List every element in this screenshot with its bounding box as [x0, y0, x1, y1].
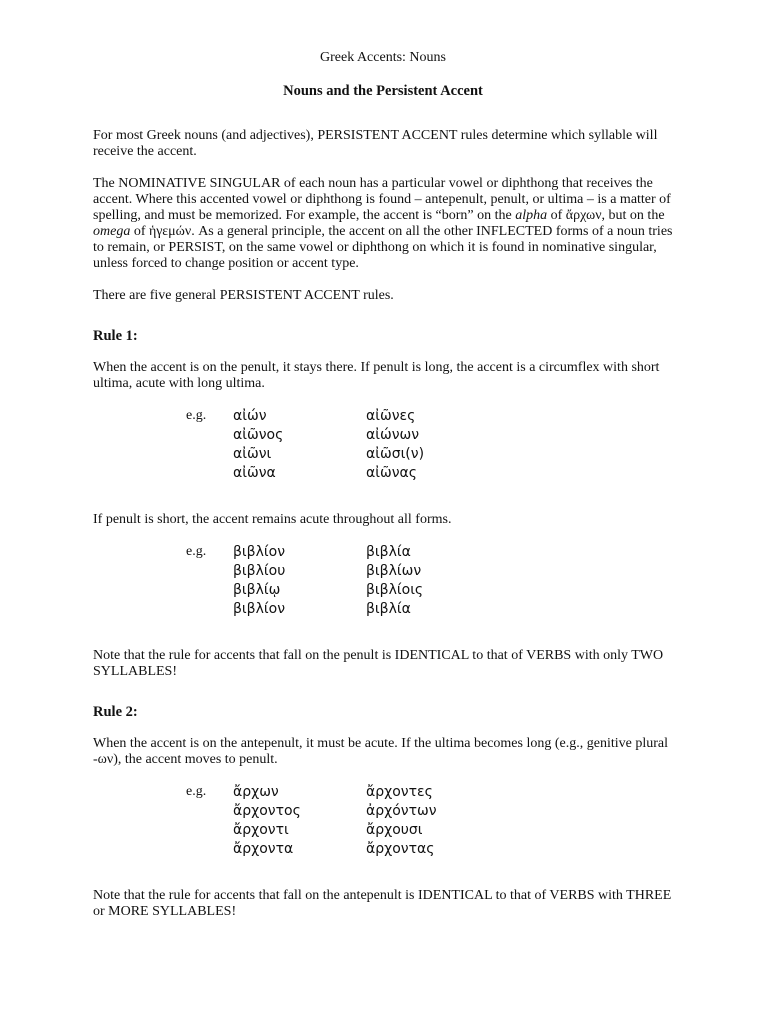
example-word: αἰῶνι — [233, 446, 272, 462]
alpha-emphasis: alpha — [515, 208, 548, 223]
rule-2-heading: Rule 2: — [93, 704, 138, 720]
example-word: ἀρχόντων — [366, 803, 437, 819]
intro-paragraph-3: There are five general PERSISTENT ACCENT rules. — [93, 288, 394, 303]
intro-paragraph-1: For most Greek nouns (and adjectives), PERSISTENT ACCENT rules determine which syllable will receive the accent. — [93, 128, 658, 159]
example-word: βιβλία — [366, 601, 411, 617]
rule-1-text-2: If penult is short, the accent remains acute throughout all forms. — [93, 512, 452, 527]
rule-1-text: When the accent is on the penult, it stays there. If penult is long, the accent is a circumflex with short ultima, acute with long ultima. — [93, 360, 660, 391]
example-word: αἰῶνας — [366, 465, 417, 481]
rule-1-note: Note that the rule for accents that fall on the penult is IDENTICAL to that of VERBS with only TWO SYLLABLES! — [93, 648, 664, 679]
example-word: βιβλίων — [366, 563, 422, 579]
example-word: αἰῶνος — [233, 427, 284, 443]
rule-2-examples — [186, 784, 673, 857]
eg-label: e.g. — [186, 408, 207, 423]
example-word: ἄρχουσι — [366, 822, 423, 838]
example-word: αἰώνων — [366, 427, 420, 443]
example-word: ἄρχων — [233, 784, 279, 800]
example-word: αἰῶσι(ν) — [366, 446, 425, 462]
example-word: βιβλίον — [233, 544, 286, 560]
eg-label: e.g. — [186, 784, 207, 799]
example-word: βιβλίον — [233, 601, 286, 617]
example-word: αἰῶνα — [233, 465, 276, 481]
example-word: ἄρχοντα — [233, 841, 294, 857]
document-page — [93, 50, 673, 920]
example-word: βιβλίου — [233, 563, 286, 579]
example-word: ἄρχοντι — [233, 822, 289, 838]
example-word: ἄρχοντας — [366, 841, 435, 857]
eg-label: e.g. — [186, 544, 207, 559]
example-word: βιβλία — [366, 544, 411, 560]
rule-1-heading: Rule 1: — [93, 328, 138, 344]
omega-emphasis: omega — [93, 224, 131, 239]
rule-1-examples — [186, 408, 673, 481]
intro-paragraph-2: The NOMINATIVE SINGULAR of each noun has a particular vowel or diphthong that receives the accent. Where this accented vowel or diphthong is found – antepenult, penult, or ultima – is a matter of spelling, and must be memorized. For example, the accent is “born” on the alpha of ἄρχων, but on the omega of ἡγεμών. As a general principle, the accent on all the other INFLECTED forms of a noun tries to remain, or PERSIST, on the same vowel or diphthong on which it is found in nominative singular, unless forced to change position or accent type. — [93, 176, 673, 271]
example-word: ἄρχοντος — [233, 803, 301, 819]
rule-2-text: When the accent is on the antepenult, it must be acute. If the ultima becomes long (e.g., genitive plural -ων), the accent moves to penult. — [93, 736, 668, 767]
rule-2-note: Note that the rule for accents that fall on the antepenult is IDENTICAL to that of VERBS with THREE or MORE SYLLABLES! — [93, 888, 672, 919]
page-header: Greek Accents: Nouns — [320, 50, 446, 65]
rule-1-examples-2 — [186, 544, 673, 617]
example-word: αἰῶνες — [366, 408, 416, 424]
example-word: βιβλίῳ — [233, 582, 281, 598]
example-word: αἰών — [233, 408, 267, 424]
example-word: ἄρχοντες — [366, 784, 433, 800]
page-title: Nouns and the Persistent Accent — [283, 83, 483, 99]
example-word: βιβλίοις — [366, 582, 424, 598]
